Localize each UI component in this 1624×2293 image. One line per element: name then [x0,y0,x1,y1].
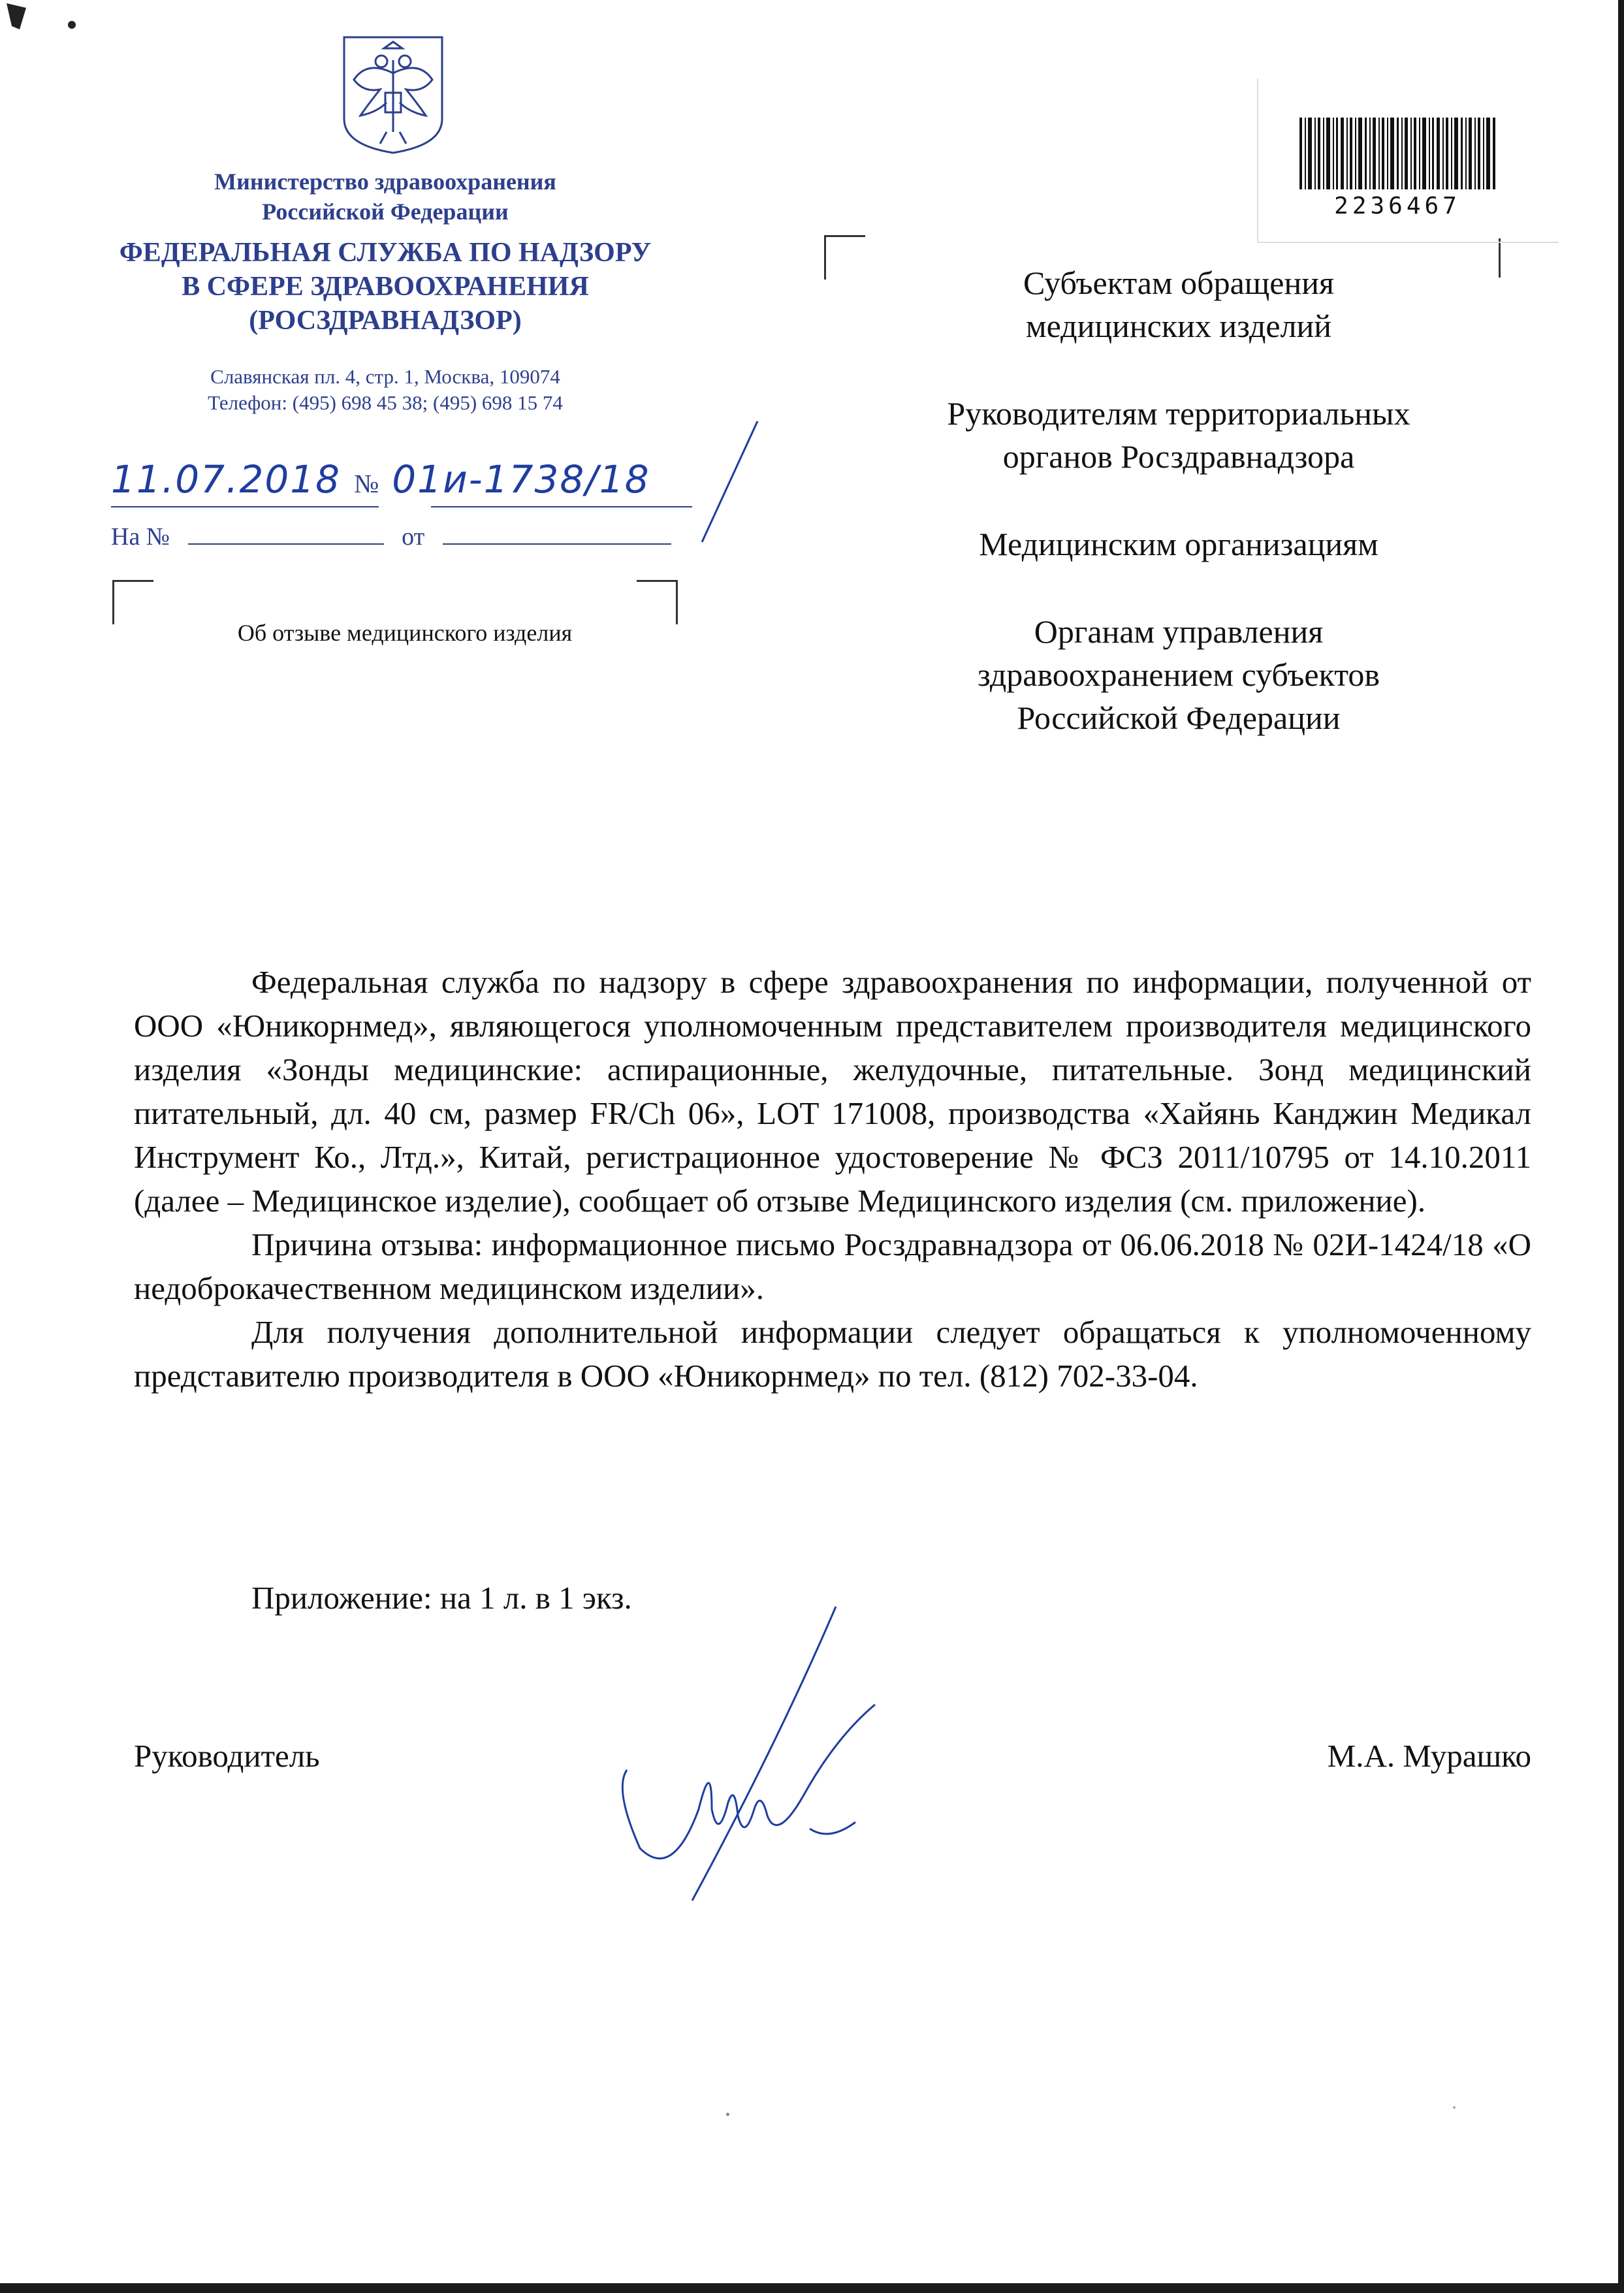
scan-artifact [0,0,91,39]
recipient-4: Органам управления здравоохранением субъектов Российской Федерации [977,613,1380,736]
handwritten-signature [614,1594,888,1907]
body-paragraph-3: Для получения дополнительной информации следует обращаться к уполномоченному представителю производителя в ООО «Юникорнмед» по тел. (812) 702-33-04. [134,1314,1531,1394]
barcode-number: 2236467 [1334,193,1461,219]
service-name-line3: (РОСЗДРАВНАДЗОР) [249,306,522,336]
service-name-line1: ФЕДЕРАЛЬНАЯ СЛУЖБА ПО НАДЗОРУ [119,238,652,268]
scan-speck [1453,2106,1456,2109]
registration-number-underline [431,506,692,507]
address-line: Славянская пл. 4, стр. 1, Москва, 109074 [210,365,560,388]
registration-line [111,457,712,502]
recipient-2: Руководителям территориальных органов Росздравнадзора [947,395,1410,475]
letterhead [85,26,686,416]
subject-line: Об отзыве медицинского изделия [237,620,573,646]
service-name-line2: В СФЕРЕ ЗДРАВООХРАНЕНИЯ [182,272,589,302]
scan-speck [726,2113,729,2116]
body-paragraph-1: Федеральная служба по надзору в сфере здравоохранения по информации, полученной от ООО «Юникорнмед», являющегося уполномоченным представителем производителя медицинского изделия «Зонды медицинские: аспирационные, желудочные, питательные. Зонд медицинский питательный, дл. 40 см, размер FR/Ch 06», LOT 171008, производства «Хайянь Канджин Медикал Инструмент Ко., Лтд.», Китай, регистрационное удостоверение № ФСЗ 2011/10795 от 14.10.2011 (далее – Медицинское изделие), сообщает об отзыве Медицинского изделия (см. приложение). [134,964,1531,1219]
ministry-name-line1: Министерство здравоохранения [214,168,556,195]
letter-body [134,960,1531,1398]
body-paragraph-2: Причина отзыва: информационное письмо Росздравнадзора от 06.06.2018 № 02И-1424/18 «О недоброкачественном медицинском изделии». [134,1227,1531,1306]
appendix-line: Приложение: на 1 л. в 1 экз. [251,1580,632,1616]
barcode [1299,118,1495,189]
recipient-1: Субъектам обращения медицинских изделий [1023,265,1334,344]
signatory-position: Руководитель [134,1738,320,1774]
registration-date-underline [111,506,379,507]
from-label: от [402,523,425,551]
address-bracket-right [1499,238,1501,278]
registration-number: 01и-1738/18 [392,457,650,502]
recipient-3: Медицинским организациям [979,526,1378,562]
subject-bracket-left [112,580,153,624]
registration-slash-mark [689,418,767,549]
address-bracket-left [824,235,865,280]
number-sign: № [354,469,379,498]
reply-to-label: На № [111,523,170,551]
page-right-edge [1618,0,1624,2293]
recipients-block [901,261,1456,784]
page-bottom-edge [0,2283,1624,2293]
phone-line: Телефон: (495) 698 45 38; (495) 698 15 74 [208,391,563,414]
signatory-name: М.А. Мурашко [1327,1738,1531,1774]
ministry-name-line2: Российской Федерации [262,199,509,225]
reference-line [111,522,699,551]
subject-bracket-right [637,580,678,624]
registration-date: 11.07.2018 [111,457,342,502]
